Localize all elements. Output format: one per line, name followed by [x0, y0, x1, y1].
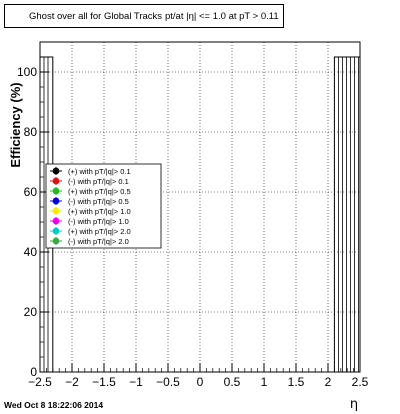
- plot-title: Ghost over all for Global Tracks: [29, 11, 163, 22]
- x-tick-label: 0: [196, 375, 204, 389]
- x-tick-label: 2: [324, 375, 332, 389]
- legend-marker: [53, 218, 60, 225]
- legend-marker: [53, 208, 60, 215]
- x-tick-label: 1.5: [287, 375, 305, 389]
- legend-marker: [53, 228, 60, 235]
- y-tick-label: 40: [23, 245, 37, 259]
- x-tick-label: −1.5: [92, 375, 116, 389]
- legend-label: (+) with pT/|q|> 1.0: [68, 207, 131, 216]
- legend-marker: [53, 238, 60, 245]
- x-axis-label: η: [349, 397, 359, 412]
- legend-label: (+) with pT/|q|> 2.0: [68, 227, 131, 236]
- legend-label: (-) with pT/|q|> 1.0: [68, 217, 129, 226]
- y-tick-label: 100: [16, 65, 37, 79]
- x-tick-label: 2.5: [351, 375, 369, 389]
- legend-marker: [53, 178, 60, 185]
- legend-label: (-) with pT/|q|> 0.5: [68, 197, 129, 206]
- y-axis-label: Efficiency (%): [8, 82, 23, 168]
- footer-timestamp: Wed Oct 8 18:22:06 2014: [4, 400, 104, 410]
- legend: [46, 164, 161, 248]
- x-tick-label: 1: [260, 375, 268, 389]
- y-tick-label: 0: [30, 365, 37, 379]
- legend-label: (+) with pT/|q|> 0.1: [68, 167, 131, 176]
- x-tick-label: −0.5: [156, 375, 180, 389]
- legend-marker: [53, 198, 60, 205]
- legend-marker: [53, 168, 60, 175]
- y-tick-label: 80: [23, 125, 37, 139]
- x-tick-label: 0.5: [223, 375, 241, 389]
- y-tick-label: 60: [23, 185, 37, 199]
- x-tick-label: −1: [129, 375, 143, 389]
- legend-marker: [53, 188, 60, 195]
- legend-label: (-) with pT/|q|> 0.1: [68, 177, 129, 186]
- bar: [334, 57, 360, 372]
- legend-label: (+) with pT/|q|> 0.5: [68, 187, 131, 196]
- y-tick-label: 20: [23, 305, 37, 319]
- plot-title-overlap: pt/at |η| <= 1.0 at pT > 0.11: [165, 11, 279, 22]
- x-tick-label: −2.5: [28, 375, 52, 389]
- x-tick-label: −2: [65, 375, 79, 389]
- legend-label: (-) with pT/|q|> 2.0: [68, 237, 129, 246]
